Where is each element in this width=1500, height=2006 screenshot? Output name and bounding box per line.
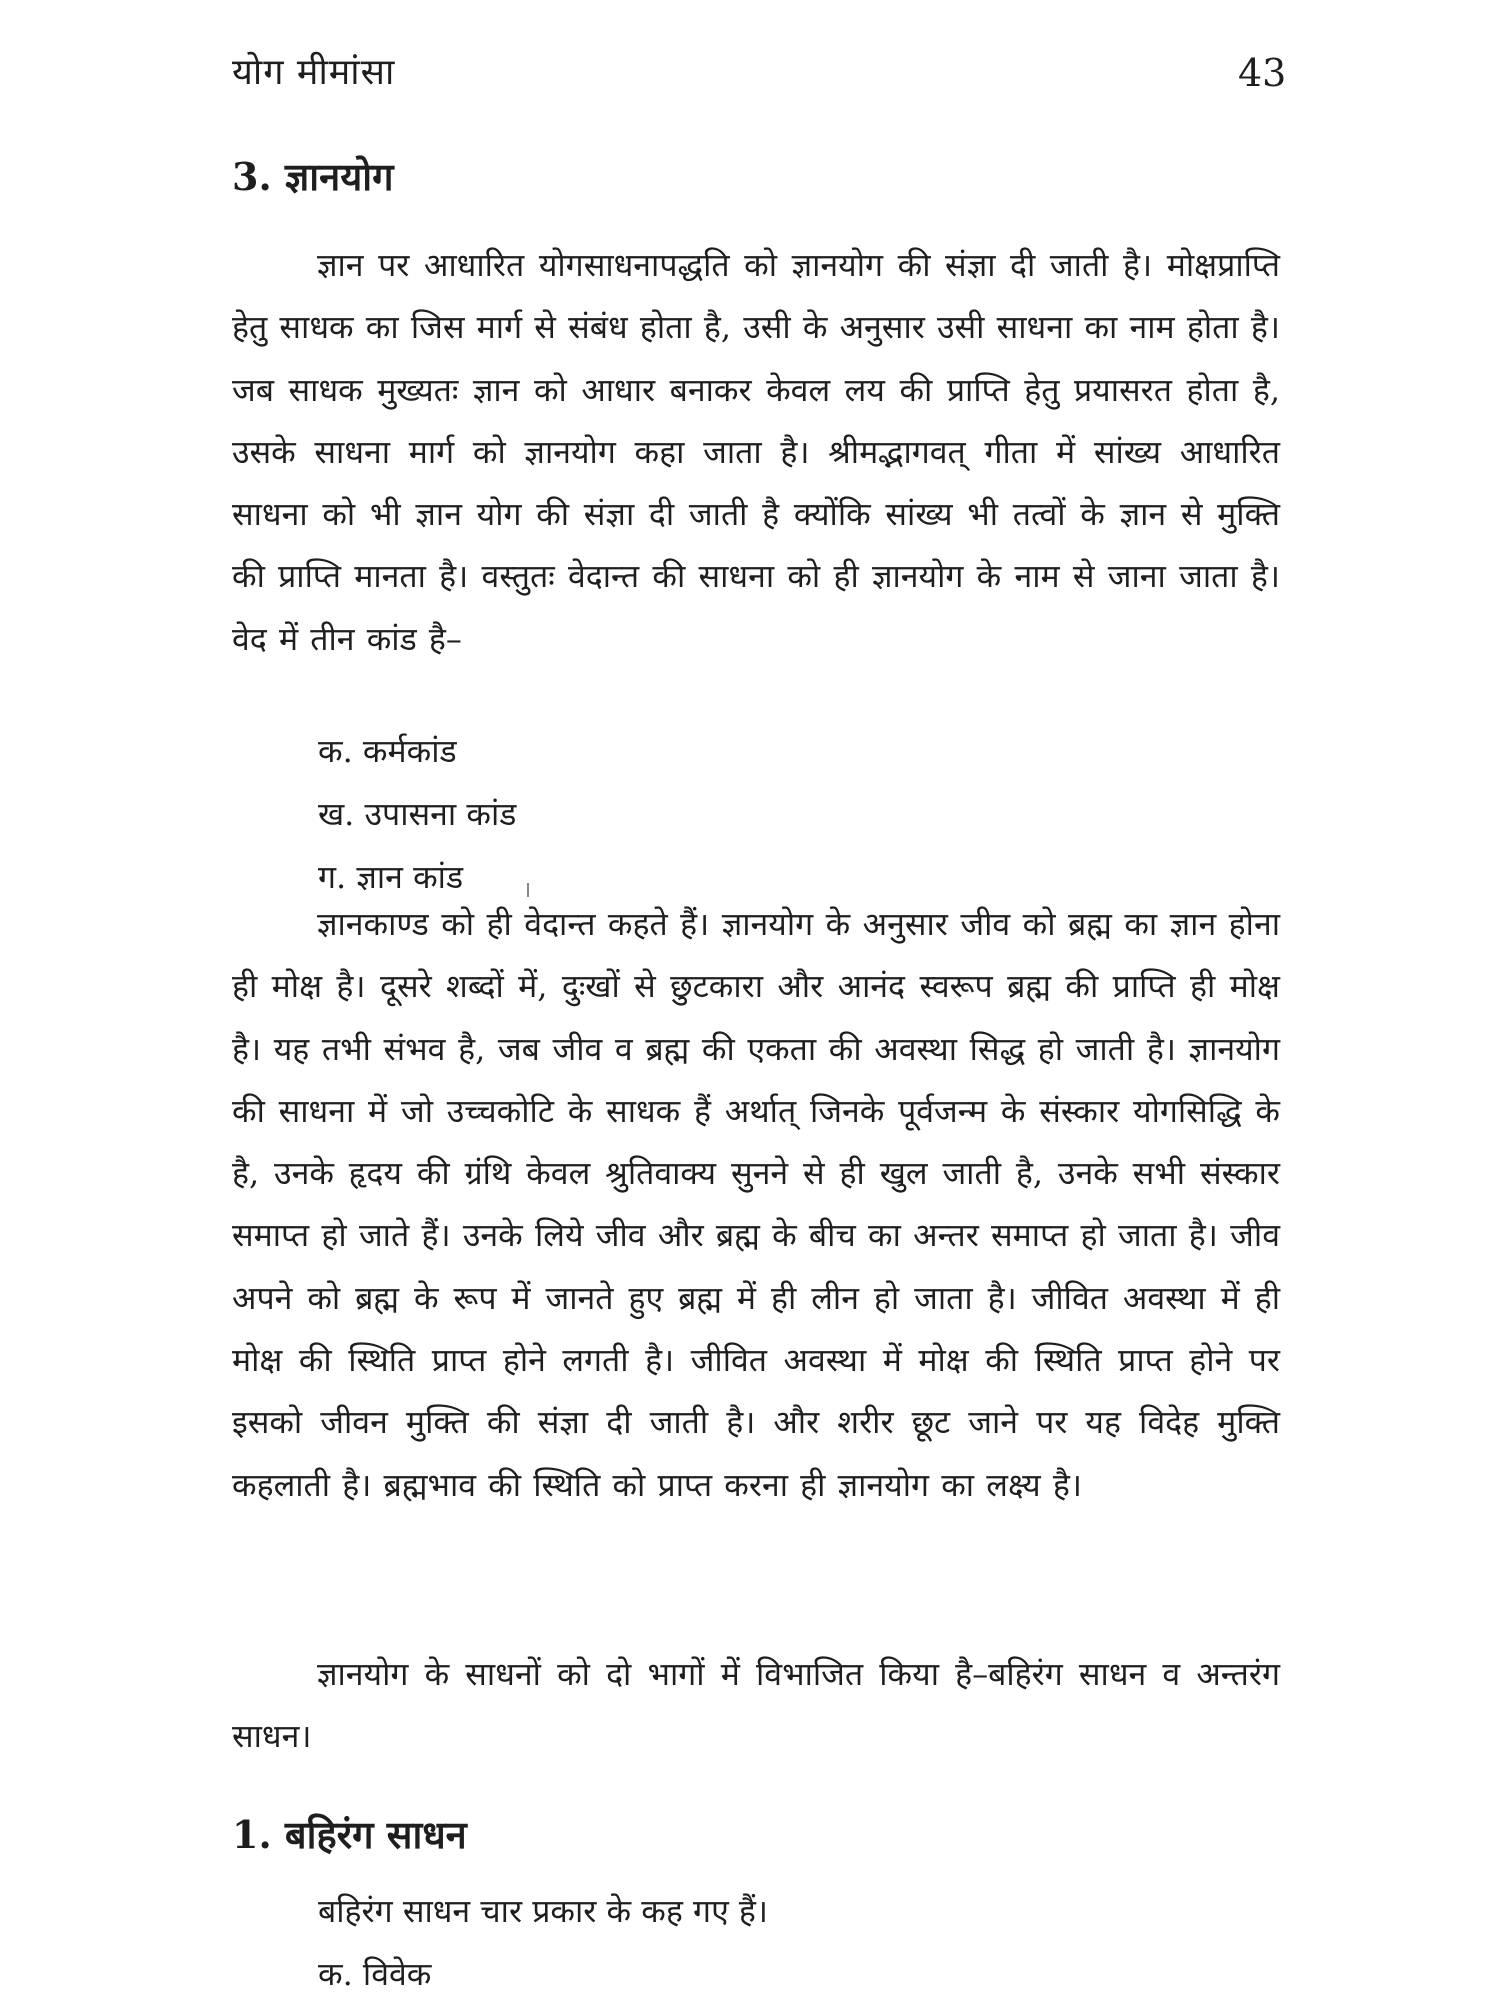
page-number: 43: [1238, 51, 1287, 95]
bahiranga-list: [318, 1880, 768, 2006]
running-title: योग मीमांसा: [232, 52, 396, 93]
section-heading-bahiranga-sadhan: 1. बहिरंग साधन: [232, 1812, 467, 1857]
kanda-list: [318, 720, 516, 909]
list-item-upasana-kanda: ख. उपासना कांड: [318, 795, 517, 833]
bahiranga-intro-line: बहिरंग साधन चार प्रकार के कह गए हैं।: [318, 1892, 769, 1930]
paragraph-sadhana-division: ज्ञानयोग के साधनों को दो भागों में विभाजित किया है–बहिरंग साधन व अन्तरंग साधन।: [232, 1655, 1280, 1756]
paragraph-jnanayoga-intro: ज्ञान पर आधारित योगसाधनापद्धति को ज्ञानयोग की संज्ञा दी जाती है। मोक्षप्राप्ति हेतु साधक का जिस मार्ग से संबंध होता है, उसी के अनुसार उसी साधना का नाम होता है। जब साधक मुख्यतः ज्ञान को आधार बनाकर केवल लय की प्राप्ति हेतु प्रयासरत होता है, उसके साधना मार्ग को ज्ञानयोग कहा जाता है। श्रीमद्भागवत् गीता में सांख्य आधारित साधना को भी ज्ञान योग की संज्ञा दी जाती है क्योंकि सांख्य भी तत्वों के ज्ञान से मुक्ति की प्राप्ति मानता है। वस्तुतः वेदान्त की साधना को ही ज्ञानयोग के नाम से जाना जाता है। वेद में तीन कांड है–: [232, 246, 1280, 658]
list-item-jnana-kanda: ग. ज्ञान कांड: [318, 858, 464, 896]
list-item-viveka: क. विवेक: [318, 1955, 432, 1993]
section-heading-jnanayoga: 3. ज्ञानयोग: [232, 154, 394, 199]
list-item-karmakanda: क. कर्मकांड: [318, 732, 457, 770]
paragraph-jnanakanda-moksha: ज्ञानकाण्ड को ही वेदान्त कहते हैं। ज्ञानयोग के अनुसार जीव को ब्रह्म का ज्ञान होना ही मोक्ष है। दूसरे शब्दों में, दुःखों से छुटकारा और आनंद स्वरूप ब्रह्म की प्राप्ति ही मोक्ष है। यह तभी संभव है, जब जीव व ब्रह्म की एकता की अवस्था सिद्ध हो जाती है। ज्ञानयोग की साधना में जो उच्चकोटि के साधक हैं अर्थात् जिनके पूर्वजन्म के संस्कार योगसिद्धि के है, उनके हृदय की ग्रंथि केवल श्रुतिवाक्य सुनने से ही खुल जाती है, उनके सभी संस्कार समाप्त हो जाते हैं। उनके लिये जीव और ब्रह्म के बीच का अन्तर समाप्त हो जाता है। जीव अपने को ब्रह्म के रूप में जानते हुए ब्रह्म में ही लीन हो जाता है। जीवित अवस्था में ही मोक्ष की स्थिति प्राप्त होने लगती है। जीवित अवस्था में मोक्ष की स्थिति प्राप्त होने पर इसको जीवन मुक्ति की संज्ञा दी जाती है। और शरीर छूट जाने पर यह विदेह मुक्ति कहलाती है। ब्रह्मभाव की स्थिति को प्राप्त करना ही ज्ञानयोग का लक्ष्य है।: [232, 905, 1280, 1504]
